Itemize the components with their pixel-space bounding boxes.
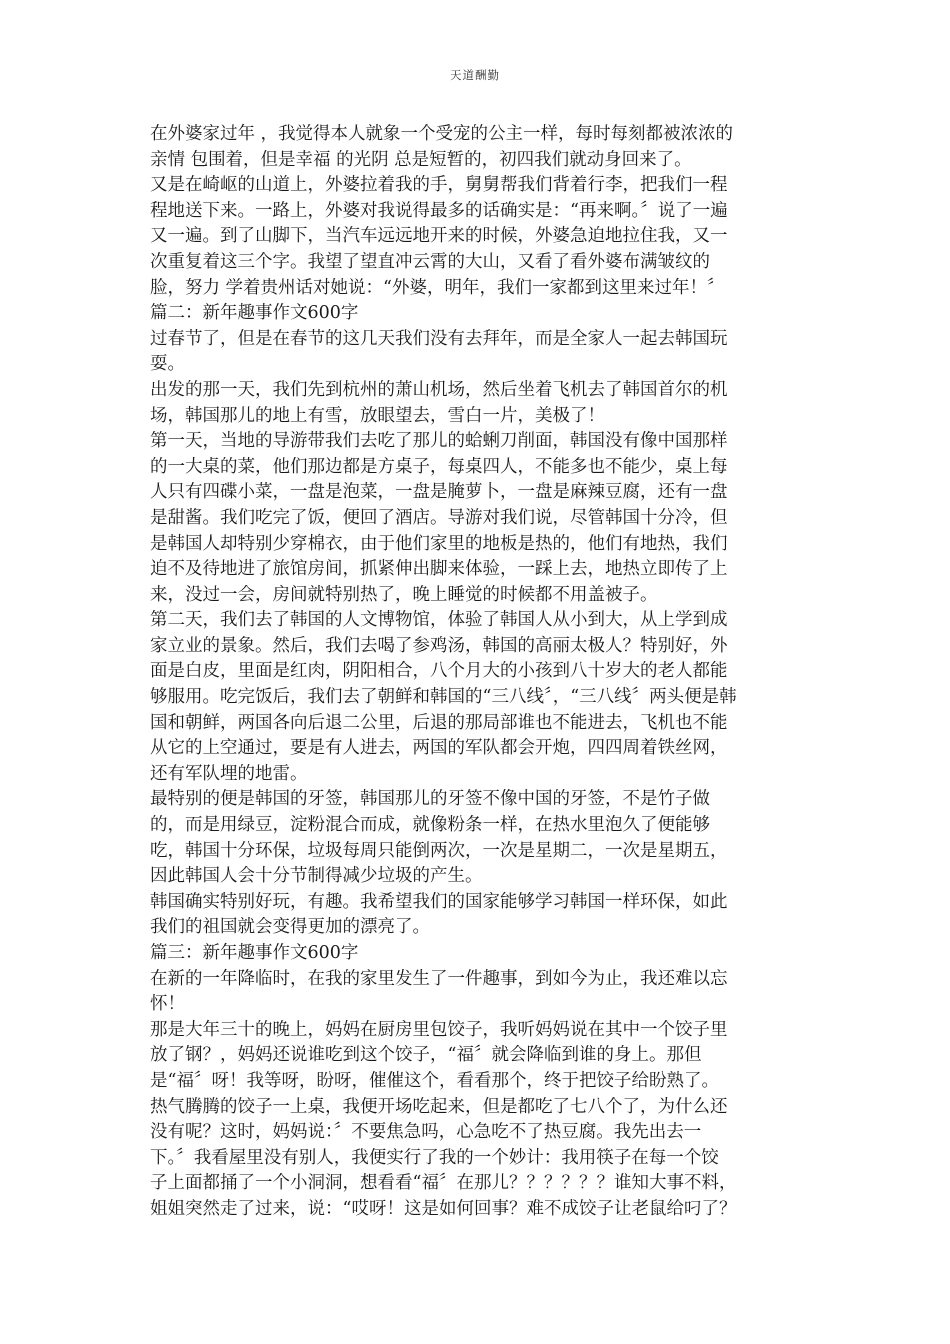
text-line: 次重复着这三个字。我望了望直冲云霄的大山，又看了看外婆布满皱纹的 [150, 251, 710, 272]
text-line: 第一天，当地的导游带我们去吃了那儿的蛤蜊刀削面，韩国没有像中国那样 [150, 431, 728, 452]
text-line: 姐姐突然走了过来，说：“哎呀！这是如何回事？难不成饺子让老鼠给叼了？ [150, 1198, 737, 1219]
text-line: 又是在崎岖的山道上，外婆拉着我的手，舅舅帮我们背着行李，把我们一程 [150, 175, 728, 196]
text-line: 在外婆家过年 ，我觉得本人就象一个受宠的公主一样，每时每刻都被浓浓的 [150, 124, 734, 144]
text-line: 场，韩国那儿的地上有雪，放眼望去，雪白一片，美极了！ [150, 405, 605, 426]
text-line: 热气腾腾的饺子一上桌，我便开场吃起来，但是都吃了七八个了，为什么还 [150, 1096, 728, 1117]
text-line: 在新的一年降临时，在我的家里发生了一件趣事，到如今为止，我还难以忘 [150, 968, 728, 989]
text-line: 韩国确实特别好玩，有趣。我希望我们的国家能够学习韩国一样环保，如此 [150, 891, 728, 912]
text-line: 面是白皮，里面是红肉，阴阳相合，八个月大的小孩到八十岁大的老人都能 [150, 661, 728, 682]
document-body [150, 122, 800, 1223]
text-line: 因此韩国人会十分节制得减少垃圾的产生。 [150, 866, 483, 887]
text-line: 篇二：新年趣事作文600字 [150, 303, 359, 324]
text-line: 来，没过一会，房间就特别热了，晚上睡觉的时候都不用盖被子。 [150, 584, 658, 605]
text-line: 是甜酱。我们吃完了饭，便回了酒店。导游对我们说，尽管韩国十分冷，但 [150, 507, 728, 528]
text-line: 的一大桌的菜，他们那边都是方桌子，每桌四人，不能多也不能少，桌上每 [150, 456, 728, 477]
text-line: 是韩国人却特别少穿棉衣，由于他们家里的地板是热的，他们有地热，我们 [150, 533, 728, 554]
page-header: 天道酬勤 [450, 68, 500, 82]
text-line: 亲情 包围着，但是幸福 的光阴 总是短暂的，初四我们就动身回来了。 [150, 149, 692, 170]
text-line: 从它的上空通过，要是有人进去，两国的军队都会开炮，四四周着铁丝网， [150, 738, 728, 759]
text-line: 人只有四碟小菜，一盘是泡菜，一盘是腌萝卜，一盘是麻辣豆腐，还有一盘 [150, 482, 728, 503]
text-line: 怀！ [150, 994, 185, 1015]
text-line: 的，而是用绿豆，淀粉混合而成，就像粉条一样，在热水里泡久了便能够 [150, 815, 710, 836]
text-line: 出发的那一天，我们先到杭州的萧山机场，然后坐着飞机去了韩国首尔的机 [150, 379, 728, 400]
text-line: 篇三：新年趣事作文600字 [150, 943, 359, 963]
text-line: 够服用。吃完饭后，我们去了朝鲜和韩国的“三八线〞，“三八线〞两头便是韩 [150, 687, 737, 708]
text-line: 迫不及待地进了旅馆房间，抓紧伸出脚来体验，一踩上去，地热立即传了上 [150, 559, 728, 580]
text-line: 又一遍。到了山脚下，当汽车远远地开来的时候，外婆急迫地拉住我，又一 [150, 226, 728, 247]
text-line: 国和朝鲜，两国各向后退二公里，后退的那局部谁也不能进去，飞机也不能 [150, 712, 728, 733]
text-line: 程地送下来。一路上，外婆对我说得最多的话确实是：“再来啊。〞说了一遍 [150, 200, 728, 221]
text-line: 耍。 [150, 354, 185, 375]
text-line: 那是大年三十的晚上，妈妈在厨房里包饺子，我听妈妈说在其中一个饺子里 [150, 1019, 728, 1040]
text-line: 吃，韩国十分环保，垃圾每周只能倒两次，一次是星期二，一次是星期五， [150, 840, 728, 861]
text-line: 没有呢？这时，妈妈说：〞不要焦急吗，心急吃不了热豆腐。我先出去一 [150, 1122, 702, 1143]
text-line: 第二天，我们去了韩国的人文博物馆，体验了韩国人从小到大，从上学到成 [150, 610, 728, 631]
text-line: 我们的祖国就会变得更加的漂亮了。 [150, 917, 430, 938]
text-line: 脸，努力 学着贵州话对她说：“外婆，明年，我们一家都到这里来过年！〞 [150, 277, 725, 298]
text-line: 子上面都捅了一个小洞洞，想看看“福〞在那儿？？？？？？谁知大事不料， [150, 1173, 737, 1194]
text-line: 是“福〞呀！我等呀，盼呀，催催这个，看看那个，终于把饺子给盼熟了。 [150, 1070, 719, 1091]
text-line: 下。〞我看屋里没有别人，我便实行了我的一个妙计：我用筷子在每一个饺 [150, 1147, 719, 1168]
text-line: 家立业的景象。然后，我们去喝了参鸡汤，韩国的高丽太极人？特别好，外 [150, 635, 728, 656]
text-line: 放了钢？，妈妈还说谁吃到这个饺子，“福〞就会降临到谁的身上。那但 [150, 1045, 702, 1066]
text-line: 最特别的便是韩国的牙签，韩国那儿的牙签不像中国的牙签，不是竹子做 [150, 789, 710, 810]
text-line: 过春节了，但是在春节的这几天我们没有去拜年，而是全家人一起去韩国玩 [150, 328, 728, 349]
text-line: 还有军队埋的地雷。 [150, 763, 308, 784]
